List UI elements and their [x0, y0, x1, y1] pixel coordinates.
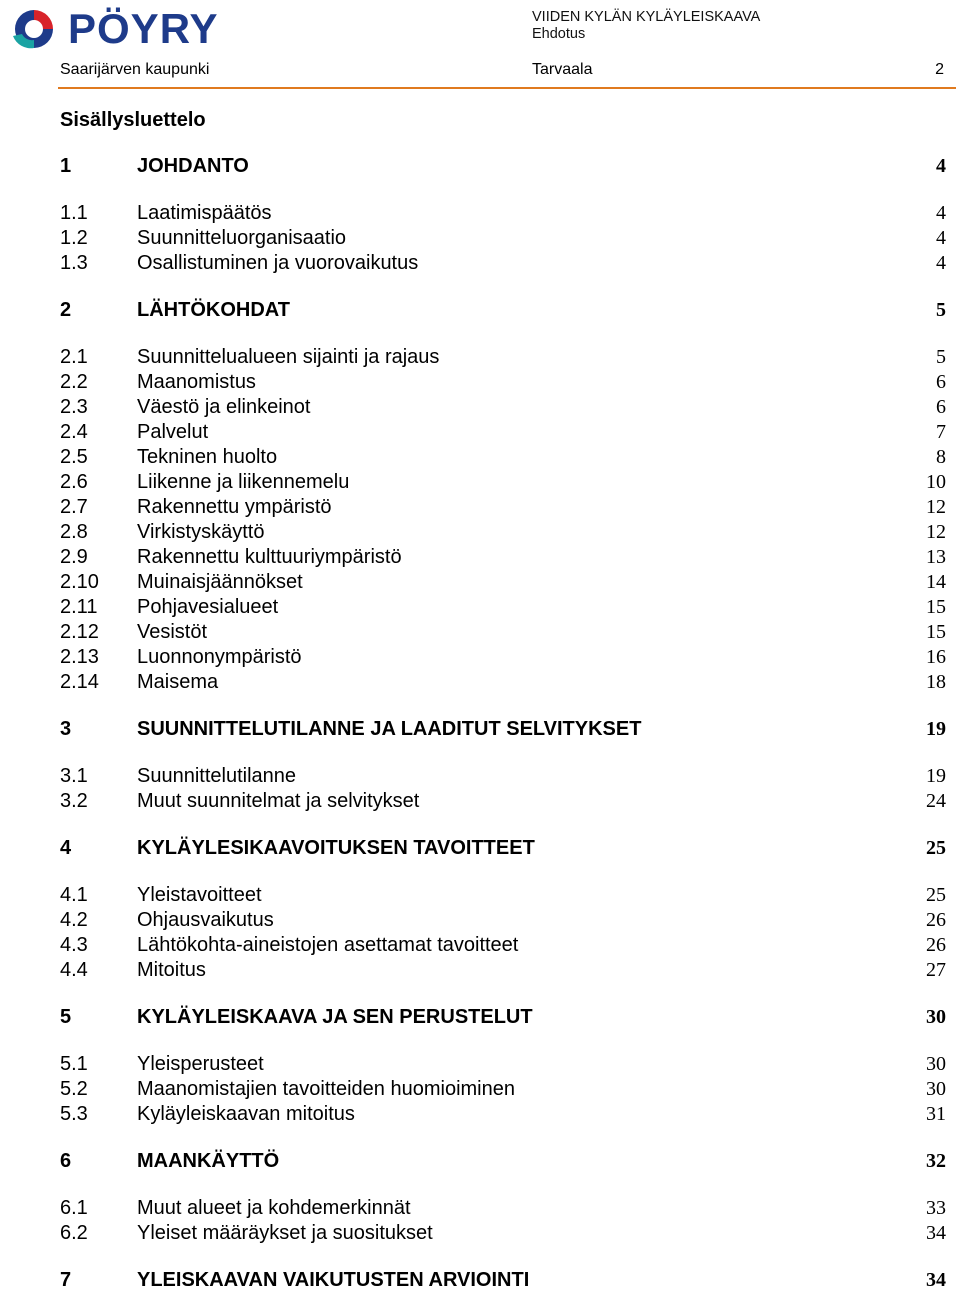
toc-entry-number: 4.4 [60, 959, 88, 981]
toc-entry-title: Osallistuminen ja vuorovaikutus [137, 252, 419, 274]
toc-entry-title: Maisema [137, 671, 219, 693]
toc-entry-number: 5.1 [60, 1053, 88, 1075]
toc-entry-title: Rakennettu ympäristö [137, 496, 332, 518]
toc-entry-title: Muinaisjäännökset [137, 571, 303, 593]
toc-entry-number: 2.13 [60, 646, 99, 668]
toc-entry-number: 2.12 [60, 621, 99, 643]
toc-entry-page: 4 [936, 227, 946, 249]
toc-entry-title: Rakennettu kulttuuriympäristö [137, 546, 402, 568]
toc-entry-number: 5 [60, 1006, 72, 1028]
toc-entry-page: 25 [926, 884, 946, 906]
toc-entry-page: 33 [926, 1197, 946, 1219]
toc-entry-number: 1.2 [60, 227, 88, 249]
toc-entry-number: 7 [60, 1269, 72, 1291]
toc-entry-number: 2.6 [60, 471, 88, 493]
toc-chapter-row[interactable] [60, 154, 946, 179]
toc-entry-number: 2.4 [60, 421, 88, 443]
toc-section-row[interactable] [60, 251, 946, 276]
toc-entry-number: 1 [60, 155, 72, 177]
toc-entry-title: MAANKÄYTTÖ [137, 1150, 280, 1172]
toc-entry-title: JOHDANTO [137, 155, 249, 177]
toc-entry-page: 4 [936, 202, 946, 224]
toc-entry-page: 6 [936, 371, 946, 393]
toc-entry-number: 4.1 [60, 884, 88, 906]
toc-section-row[interactable] [60, 226, 946, 251]
toc-chapter-row[interactable] [60, 298, 946, 323]
toc-entry-number: 3.1 [60, 765, 88, 787]
toc-entry-page: 5 [936, 346, 946, 368]
toc-entry-page: 6 [936, 396, 946, 418]
document-title: VIIDEN KYLÄN KYLÄYLEISKAAVA [532, 9, 761, 25]
toc-section-row[interactable] [60, 1077, 946, 1102]
toc-entry-number: 3 [60, 718, 72, 740]
toc-entry-title: Suunnittelutilanne [137, 765, 297, 787]
toc-entry-page: 26 [926, 934, 946, 956]
toc-entry-title: Yleisperusteet [137, 1053, 264, 1075]
toc-entry-page: 12 [926, 521, 946, 543]
toc-entry-page: 12 [926, 496, 946, 518]
municipality-label: Saarijärven kaupunki [60, 61, 210, 78]
toc-entry-number: 5.2 [60, 1078, 88, 1100]
toc-entry-number: 6 [60, 1150, 72, 1172]
toc-entry-number: 2.10 [60, 571, 99, 593]
toc-chapter-row[interactable] [60, 836, 946, 861]
toc-entry-number: 1.3 [60, 252, 88, 274]
toc-section-row[interactable] [60, 445, 946, 470]
toc-entry-title: LÄHTÖKOHDAT [137, 299, 290, 321]
toc-entry-number: 4.3 [60, 934, 88, 956]
toc-entry-page: 8 [936, 446, 946, 468]
toc-section-row[interactable] [60, 1221, 946, 1246]
toc-entry-number: 3.2 [60, 790, 88, 812]
toc-entry-page: 7 [936, 421, 946, 443]
toc-entry-page: 13 [926, 546, 946, 568]
page-number: 2 [935, 61, 944, 78]
toc-entry-number: 4 [60, 837, 72, 859]
toc-entry-title: Tekninen huolto [137, 446, 278, 468]
toc-section-row[interactable] [60, 570, 946, 595]
toc-section-row[interactable] [60, 201, 946, 226]
toc-section-row[interactable] [60, 645, 946, 670]
toc-entry-page: 34 [926, 1222, 946, 1244]
toc-entry-page: 15 [926, 621, 946, 643]
toc-entry-title: KYLÄYLEISKAAVA JA SEN PERUSTELUT [137, 1006, 533, 1028]
toc-entry-page: 15 [926, 596, 946, 618]
toc-entry-title: Mitoitus [137, 959, 206, 981]
toc-entry-number: 6.2 [60, 1222, 88, 1244]
brand-wordmark: PÖYRY [68, 5, 219, 52]
toc-chapter-row[interactable] [60, 1268, 946, 1293]
toc-entry-number: 2.3 [60, 396, 88, 418]
toc-entry-title: Muut suunnitelmat ja selvitykset [137, 790, 420, 812]
toc-entry-title: Luonnonympäristö [137, 646, 302, 668]
toc-entry-number: 2.14 [60, 671, 99, 693]
toc-title: Sisällysluettelo [60, 109, 206, 131]
toc-entry-title: Palvelut [137, 421, 209, 443]
toc-entry-page: 4 [936, 155, 946, 177]
toc-entry-page: 26 [926, 909, 946, 931]
toc-entry-title: Virkistyskäyttö [137, 521, 265, 543]
toc-entry-page: 30 [926, 1053, 946, 1075]
toc-entry-title: KYLÄYLESIKAAVOITUKSEN TAVOITTEET [137, 837, 535, 859]
toc-section-row[interactable] [60, 670, 946, 695]
toc-entry-title: Muut alueet ja kohdemerkinnät [137, 1197, 411, 1219]
toc-entry-page: 19 [926, 718, 946, 740]
toc-section-row[interactable] [60, 345, 946, 370]
toc-entry-page: 31 [926, 1103, 946, 1125]
poyry-logo-icon [4, 6, 64, 50]
toc-entry-number: 2.8 [60, 521, 88, 543]
toc-entry-page: 4 [936, 252, 946, 274]
toc-entry-title: Liikenne ja liikennemelu [137, 471, 350, 493]
toc-entry-page: 14 [926, 571, 946, 593]
toc-entry-title: Vesistöt [137, 621, 208, 643]
toc-section-row[interactable] [60, 520, 946, 545]
toc-entry-title: Suunnitteluorganisaatio [137, 227, 347, 249]
toc-entry-page: 19 [926, 765, 946, 787]
toc-entry-title: Yleiset määräykset ja suositukset [137, 1222, 433, 1244]
toc-entry-title: Pohjavesialueet [137, 596, 279, 618]
toc-entry-page: 34 [926, 1269, 946, 1291]
toc-section-row[interactable] [60, 620, 946, 645]
toc-entry-number: 6.1 [60, 1197, 88, 1219]
toc-entry-page: 30 [926, 1006, 946, 1028]
toc-section-row[interactable] [60, 958, 946, 983]
header-divider [58, 87, 956, 89]
toc-section-row[interactable] [60, 908, 946, 933]
toc-entry-page: 10 [926, 471, 946, 493]
toc-entry-page: 32 [926, 1150, 946, 1172]
toc-entry-title: Suunnittelualueen sijainti ja rajaus [137, 346, 440, 368]
toc-section-row[interactable] [60, 370, 946, 395]
place-label: Tarvaala [532, 61, 593, 78]
toc-entry-page: 25 [926, 837, 946, 859]
toc-entry-page: 24 [926, 790, 946, 812]
toc-entry-page: 18 [926, 671, 946, 693]
toc-entry-page: 16 [926, 646, 946, 668]
toc-section-row[interactable] [60, 595, 946, 620]
toc-section-row[interactable] [60, 1052, 946, 1077]
toc-entry-title: Laatimispäätös [137, 202, 272, 224]
toc-section-row[interactable] [60, 495, 946, 520]
toc-entry-number: 2 [60, 299, 72, 321]
toc-entry-title: YLEISKAAVAN VAIKUTUSTEN ARVIOINTI [137, 1269, 530, 1291]
toc-section-row[interactable] [60, 883, 946, 908]
toc-section-row[interactable] [60, 1196, 946, 1221]
toc-entry-number: 2.2 [60, 371, 88, 393]
toc-entry-number: 2.7 [60, 496, 88, 518]
toc-entry-title: Lähtökohta-aineistojen asettamat tavoitteet [137, 934, 519, 956]
toc-section-row[interactable] [60, 470, 946, 495]
toc-entry-number: 5.3 [60, 1103, 88, 1125]
toc-entry-title: SUUNNITTELUTILANNE JA LAADITUT SELVITYKSET [137, 718, 642, 740]
toc-section-row[interactable] [60, 420, 946, 445]
toc-chapter-row[interactable] [60, 717, 946, 742]
toc-entry-title: Maanomistus [137, 371, 256, 393]
toc-chapter-row[interactable] [60, 1005, 946, 1030]
toc-entry-page: 5 [936, 299, 946, 321]
toc-entry-number: 2.5 [60, 446, 88, 468]
toc-entry-title: Ohjausvaikutus [137, 909, 274, 931]
toc-section-row[interactable] [60, 545, 946, 570]
toc-entry-number: 2.9 [60, 546, 88, 568]
toc-entry-number: 2.1 [60, 346, 88, 368]
toc-section-row[interactable] [60, 395, 946, 420]
toc-entry-title: Maanomistajien tavoitteiden huomioiminen [137, 1078, 515, 1100]
toc-entry-page: 30 [926, 1078, 946, 1100]
toc-section-row[interactable] [60, 789, 946, 814]
document-status: Ehdotus [532, 26, 586, 42]
toc-entry-number: 1.1 [60, 202, 88, 224]
toc-entry-title: Kyläyleiskaavan mitoitus [137, 1103, 355, 1125]
toc-section-row[interactable] [60, 1102, 946, 1127]
toc-section-row[interactable] [60, 933, 946, 958]
toc-entry-page: 27 [926, 959, 946, 981]
toc-entry-title: Yleistavoitteet [137, 884, 262, 906]
toc-chapter-row[interactable] [60, 1149, 946, 1174]
toc-entry-number: 2.11 [60, 596, 98, 618]
toc-entry-number: 4.2 [60, 909, 88, 931]
poyry-logo [4, 6, 244, 50]
toc-section-row[interactable] [60, 764, 946, 789]
toc-entry-title: Väestö ja elinkeinot [137, 396, 311, 418]
